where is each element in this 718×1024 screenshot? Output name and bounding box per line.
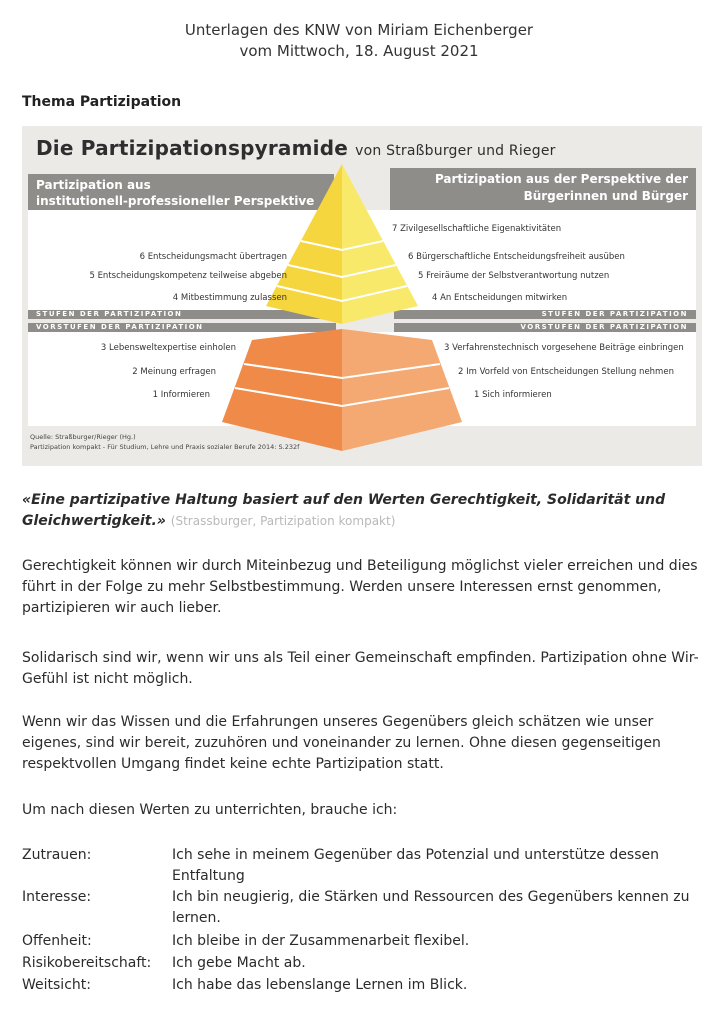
right-label-5: 5 Freiräume der Selbstverantwortung nutzen	[418, 271, 610, 281]
left-label-4: 4 Mitbestimmung zulassen	[172, 293, 287, 303]
value-text: Ich bleibe in der Zusammenarbeit flexibel.	[172, 933, 470, 949]
value-text: Ich sehe in meinem Gegenüber das Potenzial und unterstütze dessen Entfaltung	[172, 847, 660, 884]
stufen-band-left: STUFEN DER PARTIZIPATION	[28, 310, 336, 319]
figure-title-suffix: von Straßburger und Rieger	[355, 143, 556, 159]
left-label-5: 5 Entscheidungskompetenz teilweise abgeben	[89, 271, 287, 281]
right-label-6: 6 Bürgerschaftliche Entscheidungsfreiheit ausüben	[408, 252, 625, 262]
topic-heading: Thema Partizipation	[22, 94, 182, 110]
value-key: Zutrauen:	[22, 847, 92, 863]
header-line-2: vom Mittwoch, 18. August 2021	[239, 42, 479, 60]
quote-text: «Eine partizipative Haltung basiert auf den Werten Gerechtigkeit, Solidarität und Gleichwertigkeit.»	[22, 492, 666, 529]
right-label-1: 1 Sich informieren	[474, 390, 552, 400]
paragraph-3: Wenn wir das Wissen und die Erfahrungen unseres Gegenübers gleich schätzen wie unser eigenes, sind wir bereit, zuzuhören und voneinander zu lernen. Ohne diesen gegenseitigen respektvollen Umgang findet keine echte Partizipation statt.	[22, 714, 661, 772]
left-band-line-2: institutionell-professioneller Perspektive	[36, 194, 315, 208]
value-key: Interesse:	[22, 889, 92, 905]
left-band-line-1: Partizipation aus	[36, 178, 151, 192]
left-label-6: 6 Entscheidungsmacht übertragen	[139, 252, 287, 262]
right-band-line-2: Bürgerinnen und Bürger	[523, 189, 688, 203]
right-band-line-1: Partizipation aus der Perspektive der	[434, 172, 688, 186]
left-label-1: 1 Informieren	[152, 390, 210, 400]
value-key: Risikobereitschaft:	[22, 955, 152, 971]
pyramid-bottom-left-face	[222, 329, 342, 451]
right-label-2: 2 Im Vorfeld von Entscheidungen Stellung nehmen	[458, 367, 674, 377]
pyramid-figure	[22, 126, 702, 466]
value-text: Ich gebe Macht ab.	[172, 955, 306, 971]
right-label-3: 3 Verfahrenstechnisch vorgesehene Beiträge einbringen	[444, 343, 684, 353]
left-label-2: 2 Meinung erfragen	[132, 367, 216, 377]
quote-citation: (Strassburger, Partizipation kompakt)	[170, 514, 396, 528]
participation-pyramid	[22, 126, 702, 466]
right-label-7: 7 Zivilgesellschaftliche Eigenaktivitäten	[392, 224, 562, 234]
value-text: Ich habe das lebenslange Lernen im Blick.	[172, 977, 468, 993]
value-text: Ich bin neugierig, die Stärken und Ressourcen des Gegenübers kennen zu lernen.	[172, 889, 690, 926]
value-key: Offenheit:	[22, 933, 92, 949]
paragraph-1: Gerechtigkeit können wir durch Miteinbezug und Beteiligung möglichst vieler erreichen und dies führt in der Folge zu mehr Selbstbestimmung. Werden unsere Interessen ernst genommen, partizipieren wir auch lieber.	[22, 558, 698, 616]
quote	[22, 490, 702, 532]
value-key: Weitsicht:	[22, 977, 91, 993]
document-header	[0, 20, 718, 62]
stufen-band-right: STUFEN DER PARTIZIPATION	[394, 310, 696, 319]
left-label-3: 3 Lebensweltexpertise einholen	[100, 343, 236, 353]
paragraph-2: Solidarisch sind wir, wenn wir uns als Teil einer Gemeinschaft empfinden. Partizipation ohne Wir-Gefühl ist nicht möglich.	[22, 650, 699, 687]
vorstufen-band-left: VORSTUFEN DER PARTIZIPATION	[28, 323, 336, 332]
figure-title-main: Die Partizipationspyramide	[36, 136, 348, 160]
paragraph-4: Um nach diesen Werten zu unterrichten, brauche ich:	[22, 802, 398, 818]
header-line-1: Unterlagen des KNW von Miriam Eichenberger	[184, 21, 534, 39]
vorstufen-band-right: VORSTUFEN DER PARTIZIPATION	[394, 323, 696, 332]
figure-source-2: Partizipation kompakt - Für Studium, Lehre und Praxis sozialer Berufe 2014: S.232f	[30, 443, 300, 451]
right-label-4: 4 An Entscheidungen mitwirken	[432, 293, 568, 303]
figure-source-1: Quelle: Straßburger/Rieger (Hg.)	[30, 433, 136, 441]
pyramid-top-right-face	[342, 164, 418, 324]
